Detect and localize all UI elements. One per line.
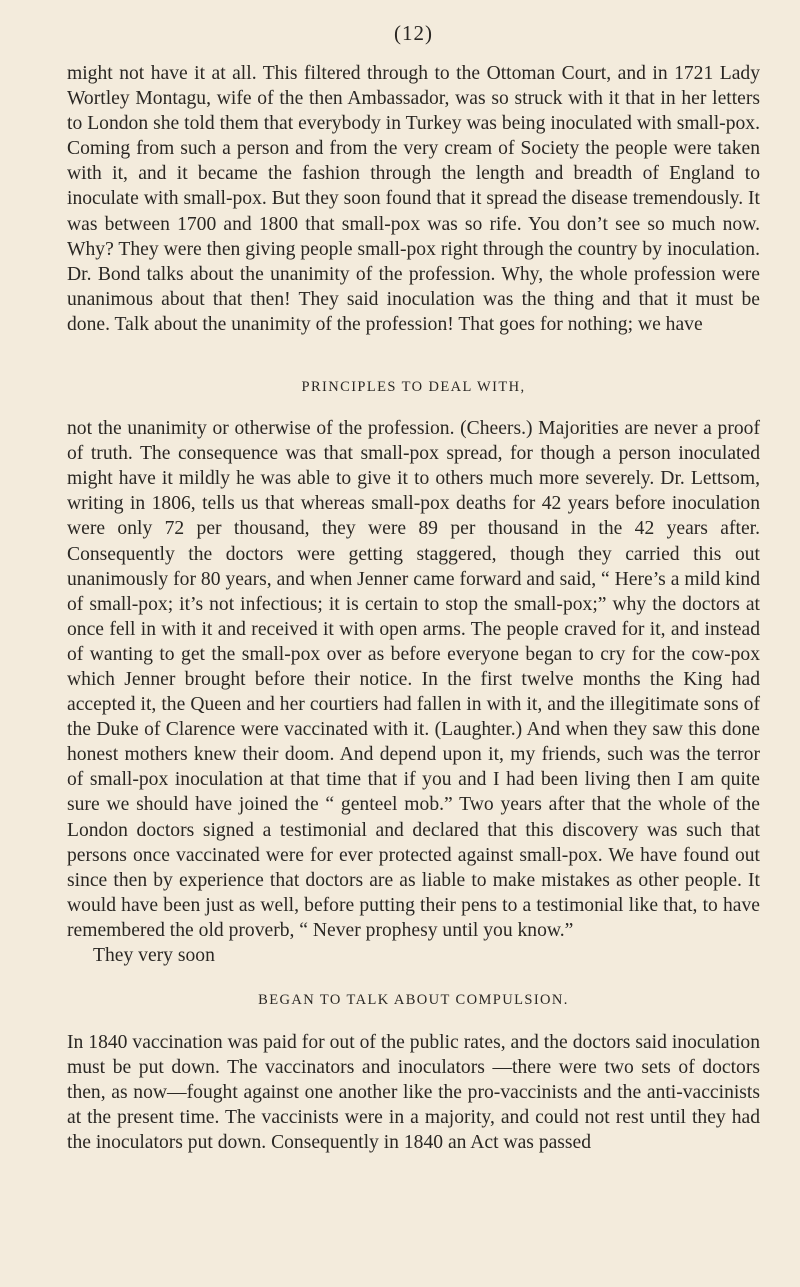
section-heading-principles: PRINCIPLES TO DEAL WITH,: [301, 379, 526, 396]
page-number: (12): [394, 21, 433, 45]
paragraph-1: might not have it at all. This filtered through to the Ottoman Court, and in 1721 Lady Wortley Montagu, wife of the then Ambassador, was so struck with it that in her letters to London she told them that everybody in Turkey was being inoculated with small-pox. Coming from such a person and from the very cream of Society the people were taken with it, and it became the fashion through the length and breadth of England to inoculate with small-pox. But they soon found that it spread the disease tremendously. It was between 1700 and 1800 that small-pox was so rife. You don’t see so much now. Why? They were then giving people small-pox right through the country by inoculation. Dr. Bond talks about the unanimity of the profession. Why, the whole profession were unanimous about that then! They said inoculation was the thing and that it must be done. Talk about the unanimity of the profession! That goes for nothing; we have: [67, 63, 760, 335]
paragraph-2-tail: They very soon: [93, 945, 215, 966]
paragraph-3: In 1840 vaccination was paid for out of the public rates, and the doctors said inoculation must be put down. The vaccinators and inoculators —there were two sets of doctors then, as now—fought against one another like the pro-vaccinists and the anti-vaccinists at the present time. The vaccinists were in a majority, and could not rest until they had the inoculators put down. Consequently in 1840 an Act was passed: [67, 1032, 760, 1154]
paragraph-2: not the unanimity or otherwise of the profession. (Cheers.) Majorities are never a proof of truth. The consequence was that small-pox spread, for though a person inoculated might have it mildly he was able to give it to others much more severely. Dr. Lettsom, writing in 1806, tells us that whereas small-pox deaths for 42 years before inoculation were only 72 per thousand, they were 89 per thousand in the 42 years after. Consequently the doctors were getting staggered, though they carried this out unanimously for 80 years, and when Jenner came forward and said, “ Here’s a mild kind of small-pox; it’s not infectious; it is certain to stop the small-pox;” why the doctors at once fell in with it and received it with open arms. The people craved for it, and instead of wanting to get the small-pox over as before everyone began to cry for the cow-pox which Jenner brought before their notice. In the first twelve months the King had accepted it, the Queen and her courtiers had fallen in with it, and the illegitimate sons of the Duke of Clarence were vaccinated with it. (Laughter.) And when they saw this done honest mothers knew their doom. And depend upon it, my friends, such was the terror of small-pox inoculation at that time that if you and I had been living then I am quite sure we should have joined the “ genteel mob.” Two years after that the whole of the London doctors signed a testimonial and declared that this discovery was such that persons once vaccinated were for ever protected against small-pox. We have found out since then by experience that doctors are as liable to make mistakes as other people. It would have been just as well, before putting their pens to a testimonial like that, to have remembered the old proverb, “ Never prophesy until you know.”: [67, 418, 760, 941]
section-heading-compulsion: BEGAN TO TALK ABOUT COMPULSION.: [258, 992, 569, 1009]
